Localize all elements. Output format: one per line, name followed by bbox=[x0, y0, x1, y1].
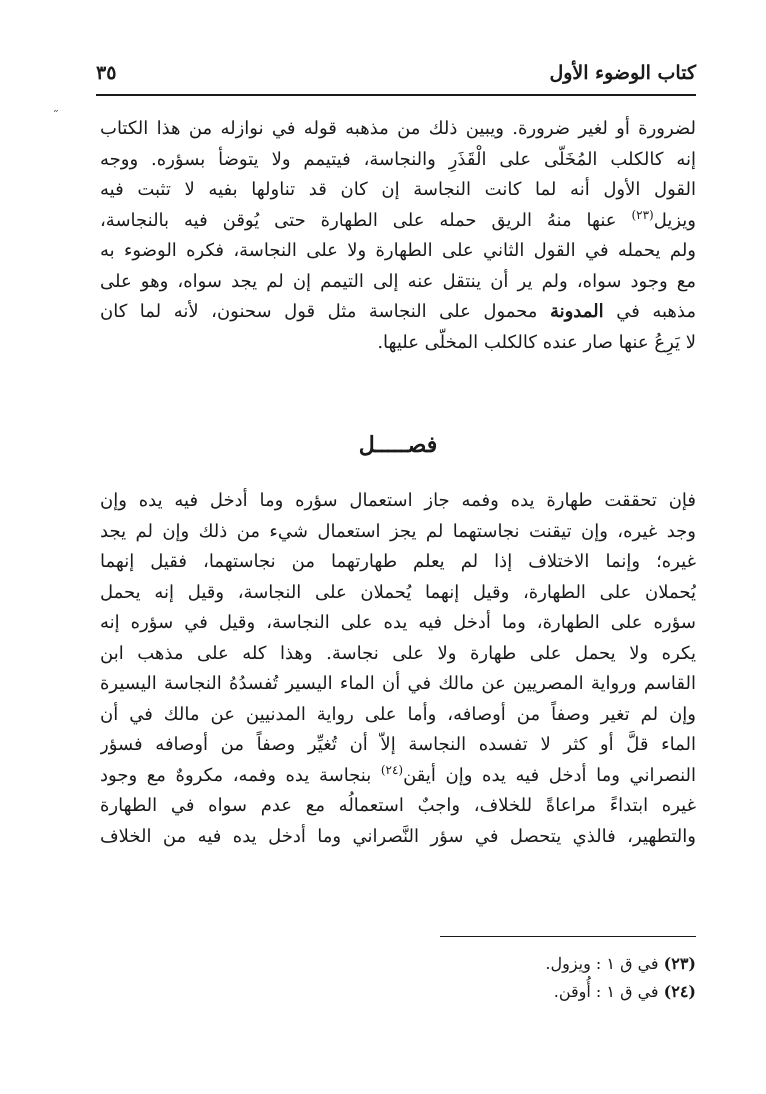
footnote-23 bbox=[545, 950, 696, 978]
margin-mark: ˶ bbox=[54, 102, 58, 116]
chapter-title: كتاب الوضوء الأول bbox=[549, 62, 696, 84]
text-line: غيره ابتداءً مراعاةً للخلاف، واجبٌ استعمالُه مع عدم سواه في الطهارة bbox=[100, 795, 696, 816]
text-line bbox=[100, 761, 696, 792]
text-line: والتطهير، فالذي يتحصل في سؤر النَّصراني وما أدخل يده فيه من الخلاف bbox=[100, 825, 696, 847]
running-header bbox=[96, 60, 696, 92]
text-line bbox=[100, 206, 696, 237]
text-line: فإن تحققت طهارة يده وفمه جاز استعمال سؤره وما أدخل فيه يده وإن bbox=[100, 490, 696, 511]
text-segment: ويزيل bbox=[653, 209, 696, 231]
text-segment: النصراني وما أدخل فيه يده وإن أيقن bbox=[403, 764, 696, 786]
footnotes bbox=[545, 950, 696, 1006]
page-number: ٣٥ bbox=[96, 62, 117, 84]
text-line: القاسم ورواية المصريين عن مالك في أن الماء اليسير تُفسدُهُ النجاسة اليسيرة bbox=[100, 673, 696, 694]
text-line: لا يَرِعُ عنها صار عنده كالكلب المخلَّى عليها. bbox=[377, 331, 696, 353]
text-line: يُحملان على الطهارة، وقيل إنهما يُحملان على النجاسة، وقيل إنه يحمل bbox=[100, 581, 696, 603]
footnote-24 bbox=[545, 978, 696, 1006]
text-segment: مذهبه في bbox=[616, 301, 696, 322]
section-heading: فصـــــل bbox=[358, 432, 438, 458]
text-line: إنه كالكلب المُخَلَّى على الْقَذَرِ والنجاسة، فيتيمم ولا يتوضأ بسؤره. ووجه bbox=[100, 148, 696, 170]
footnote-ref-24: (٢٤) bbox=[380, 762, 404, 777]
text-line: وجد غيره، وإن تيقنت نجاستهما لم يجز استعمال شيء من ذلك وإن لم يجد bbox=[100, 520, 696, 542]
text-line: لضرورة أو لغير ضرورة. ويبين ذلك من مذهبه قوله في نوازله من هذا الكتاب bbox=[100, 118, 696, 139]
bold-term-mudawwana: المدونة bbox=[549, 301, 604, 322]
text-line: مع وجود سواه، ولم ير أن ينتقل عنه إلى التيمم إن لم يجد سواه، وهو على bbox=[100, 270, 696, 292]
footnote-text: في ق ١ : أُوقن. bbox=[553, 982, 659, 1001]
paragraph-2 bbox=[100, 486, 696, 852]
header-divider bbox=[96, 94, 696, 96]
text-line: يكره ولا يحمل على طهارة ولا على نجاسة. وهذا كله على مذهب ابن bbox=[100, 642, 696, 664]
footnote-number: (٢٣) bbox=[663, 954, 696, 973]
text-line bbox=[100, 297, 696, 328]
text-line: غيره؛ وإنما الاختلاف إذا لم يعلم طهارتهما من نجاستهما، فقيل إنهما bbox=[100, 551, 696, 572]
text-segment: عنها منهُ الريق حمله على الطهارة حتى يُوقن فيه بالنجاسة، bbox=[100, 209, 617, 231]
text-line: الماء قلَّ أو كثر لا تفسده النجاسة إلاّ أن تُغيِّر وصفاً من أوصافه فسؤر bbox=[100, 734, 696, 755]
footnote-number: (٢٤) bbox=[663, 982, 696, 1001]
footnote-text: في ق ١ : ويزول. bbox=[545, 954, 659, 973]
text-line: ولم يحمله في القول الثاني على الطهارة ولا على النجاسة، فكره الوضوء به bbox=[100, 240, 696, 261]
footnote-ref-23: (٢٣) bbox=[631, 207, 654, 222]
text-line: سؤره على الطهارة، وما أدخل فيه يده على النجاسة، وقيل في سؤره إنه bbox=[100, 612, 696, 633]
paragraph-1 bbox=[100, 114, 696, 358]
text-segment: محمول على النجاسة مثل قول سحنون، لأنه لما كان bbox=[100, 301, 538, 322]
text-line: وإن لم تغير وصفاً من أوصافه، وأما على رواية المدنيين عن مالك في أن bbox=[100, 703, 696, 725]
text-segment: بنجاسة يده وفمه، مكروهٌ مع وجود bbox=[100, 764, 372, 786]
footnote-divider bbox=[440, 936, 696, 937]
text-line: القول الأول أنه لما كانت النجاسة إن كان قد تناولها بفيه لا تثبت فيه bbox=[100, 179, 696, 200]
